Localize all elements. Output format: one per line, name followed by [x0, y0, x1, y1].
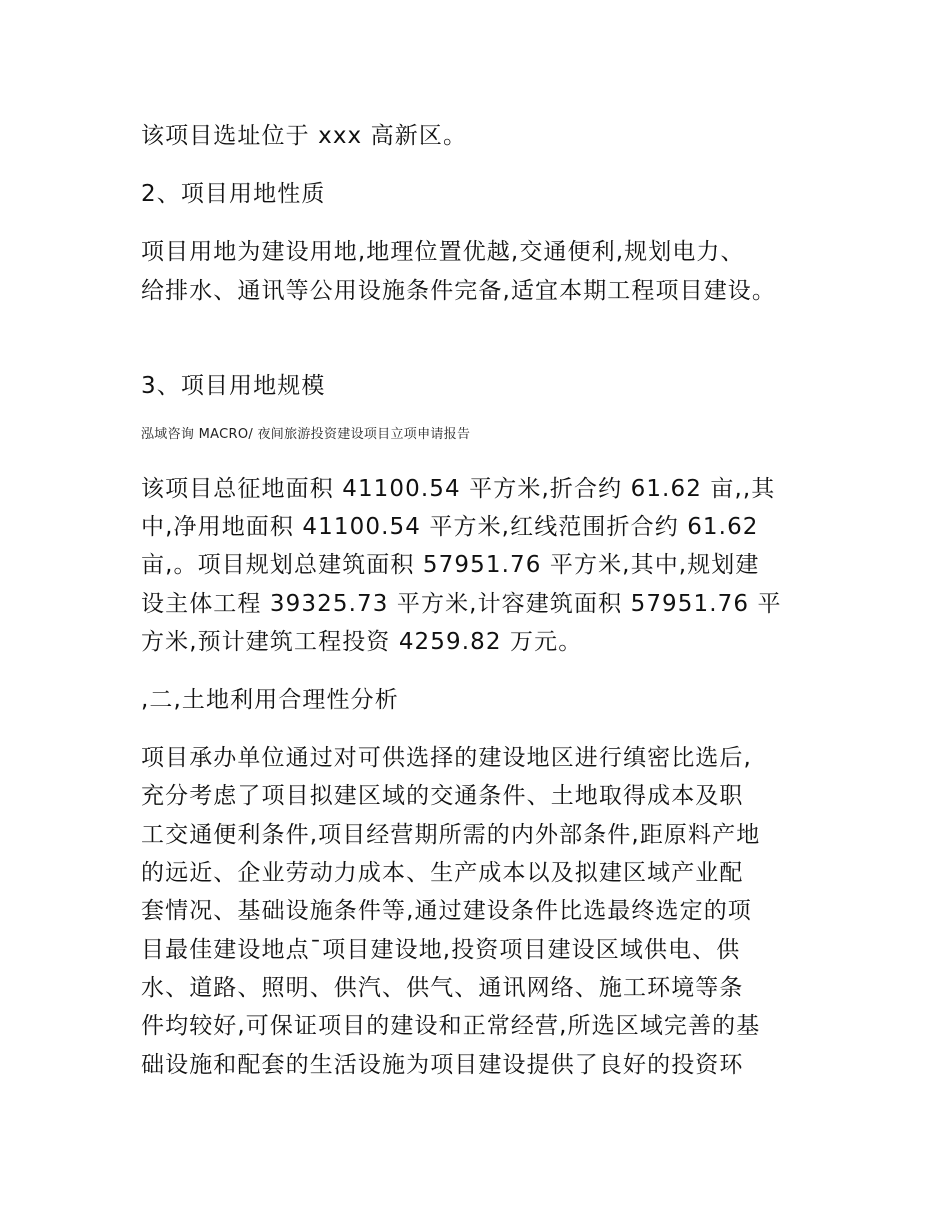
analysis-line-8: 件均较好,可保证项目的建设和正常经营,所选区域完善的基	[141, 1013, 761, 1039]
section3-line-1: 该项目总征地面积 41100.54 平方米,折合约 61.62 亩,,其	[141, 476, 776, 502]
analysis-line-4: 的远近、企业劳动力成本、生产成本以及拟建区域产业配	[141, 860, 744, 886]
location-line: 该项目选址位于 xxx 高新区。	[141, 123, 468, 149]
analysis-line-1: 项目承办单位通过对可供选择的建设地区进行缜密比选后,	[141, 745, 752, 771]
section3-heading: 3、项目用地规模	[141, 373, 326, 399]
section3-line-4: 设主体工程 39325.73 平方米,计容建筑面积 57951.76 平	[141, 591, 782, 617]
analysis-line-9: 础设施和配套的生活设施为项目建设提供了良好的投资环	[141, 1052, 744, 1078]
section2-line-2: 给排水、通讯等公用设施条件完备,适宜本期工程项目建设。	[141, 278, 777, 304]
section2-heading: 2、项目用地性质	[141, 181, 326, 207]
analysis-line-7: 水、道路、照明、供汽、供气、通讯网络、施工环境等条	[141, 975, 744, 1001]
analysis-line-6: 目最佳建设地点¯项目建设地,投资项目建设区域供电、供	[141, 937, 741, 963]
analysis-line-2: 充分考虑了项目拟建区域的交通条件、土地取得成本及职	[141, 783, 744, 809]
analysis-heading: ,二,土地利用合理性分析	[141, 687, 399, 713]
section3-line-3: 亩,。项目规划总建筑面积 57951.76 平方米,其中,规划建	[141, 552, 760, 578]
section2-line-1: 项目用地为建设用地,地理位置优越,交通便利,规划电力、	[141, 239, 745, 265]
running-header: 泓域咨询 MACRO/ 夜间旅游投资建设项目立项申请报告	[141, 427, 471, 442]
analysis-line-5: 套情况、基础设施条件等,通过建设条件比选最终选定的项	[141, 898, 752, 924]
section3-line-2: 中,净用地面积 41100.54 平方米,红线范围折合约 61.62	[141, 514, 759, 540]
analysis-line-3: 工交通便利条件,项目经营期所需的内外部条件,距原料产地	[141, 822, 761, 848]
section3-line-5: 方米,预计建筑工程投资 4259.82 万元。	[141, 629, 583, 655]
